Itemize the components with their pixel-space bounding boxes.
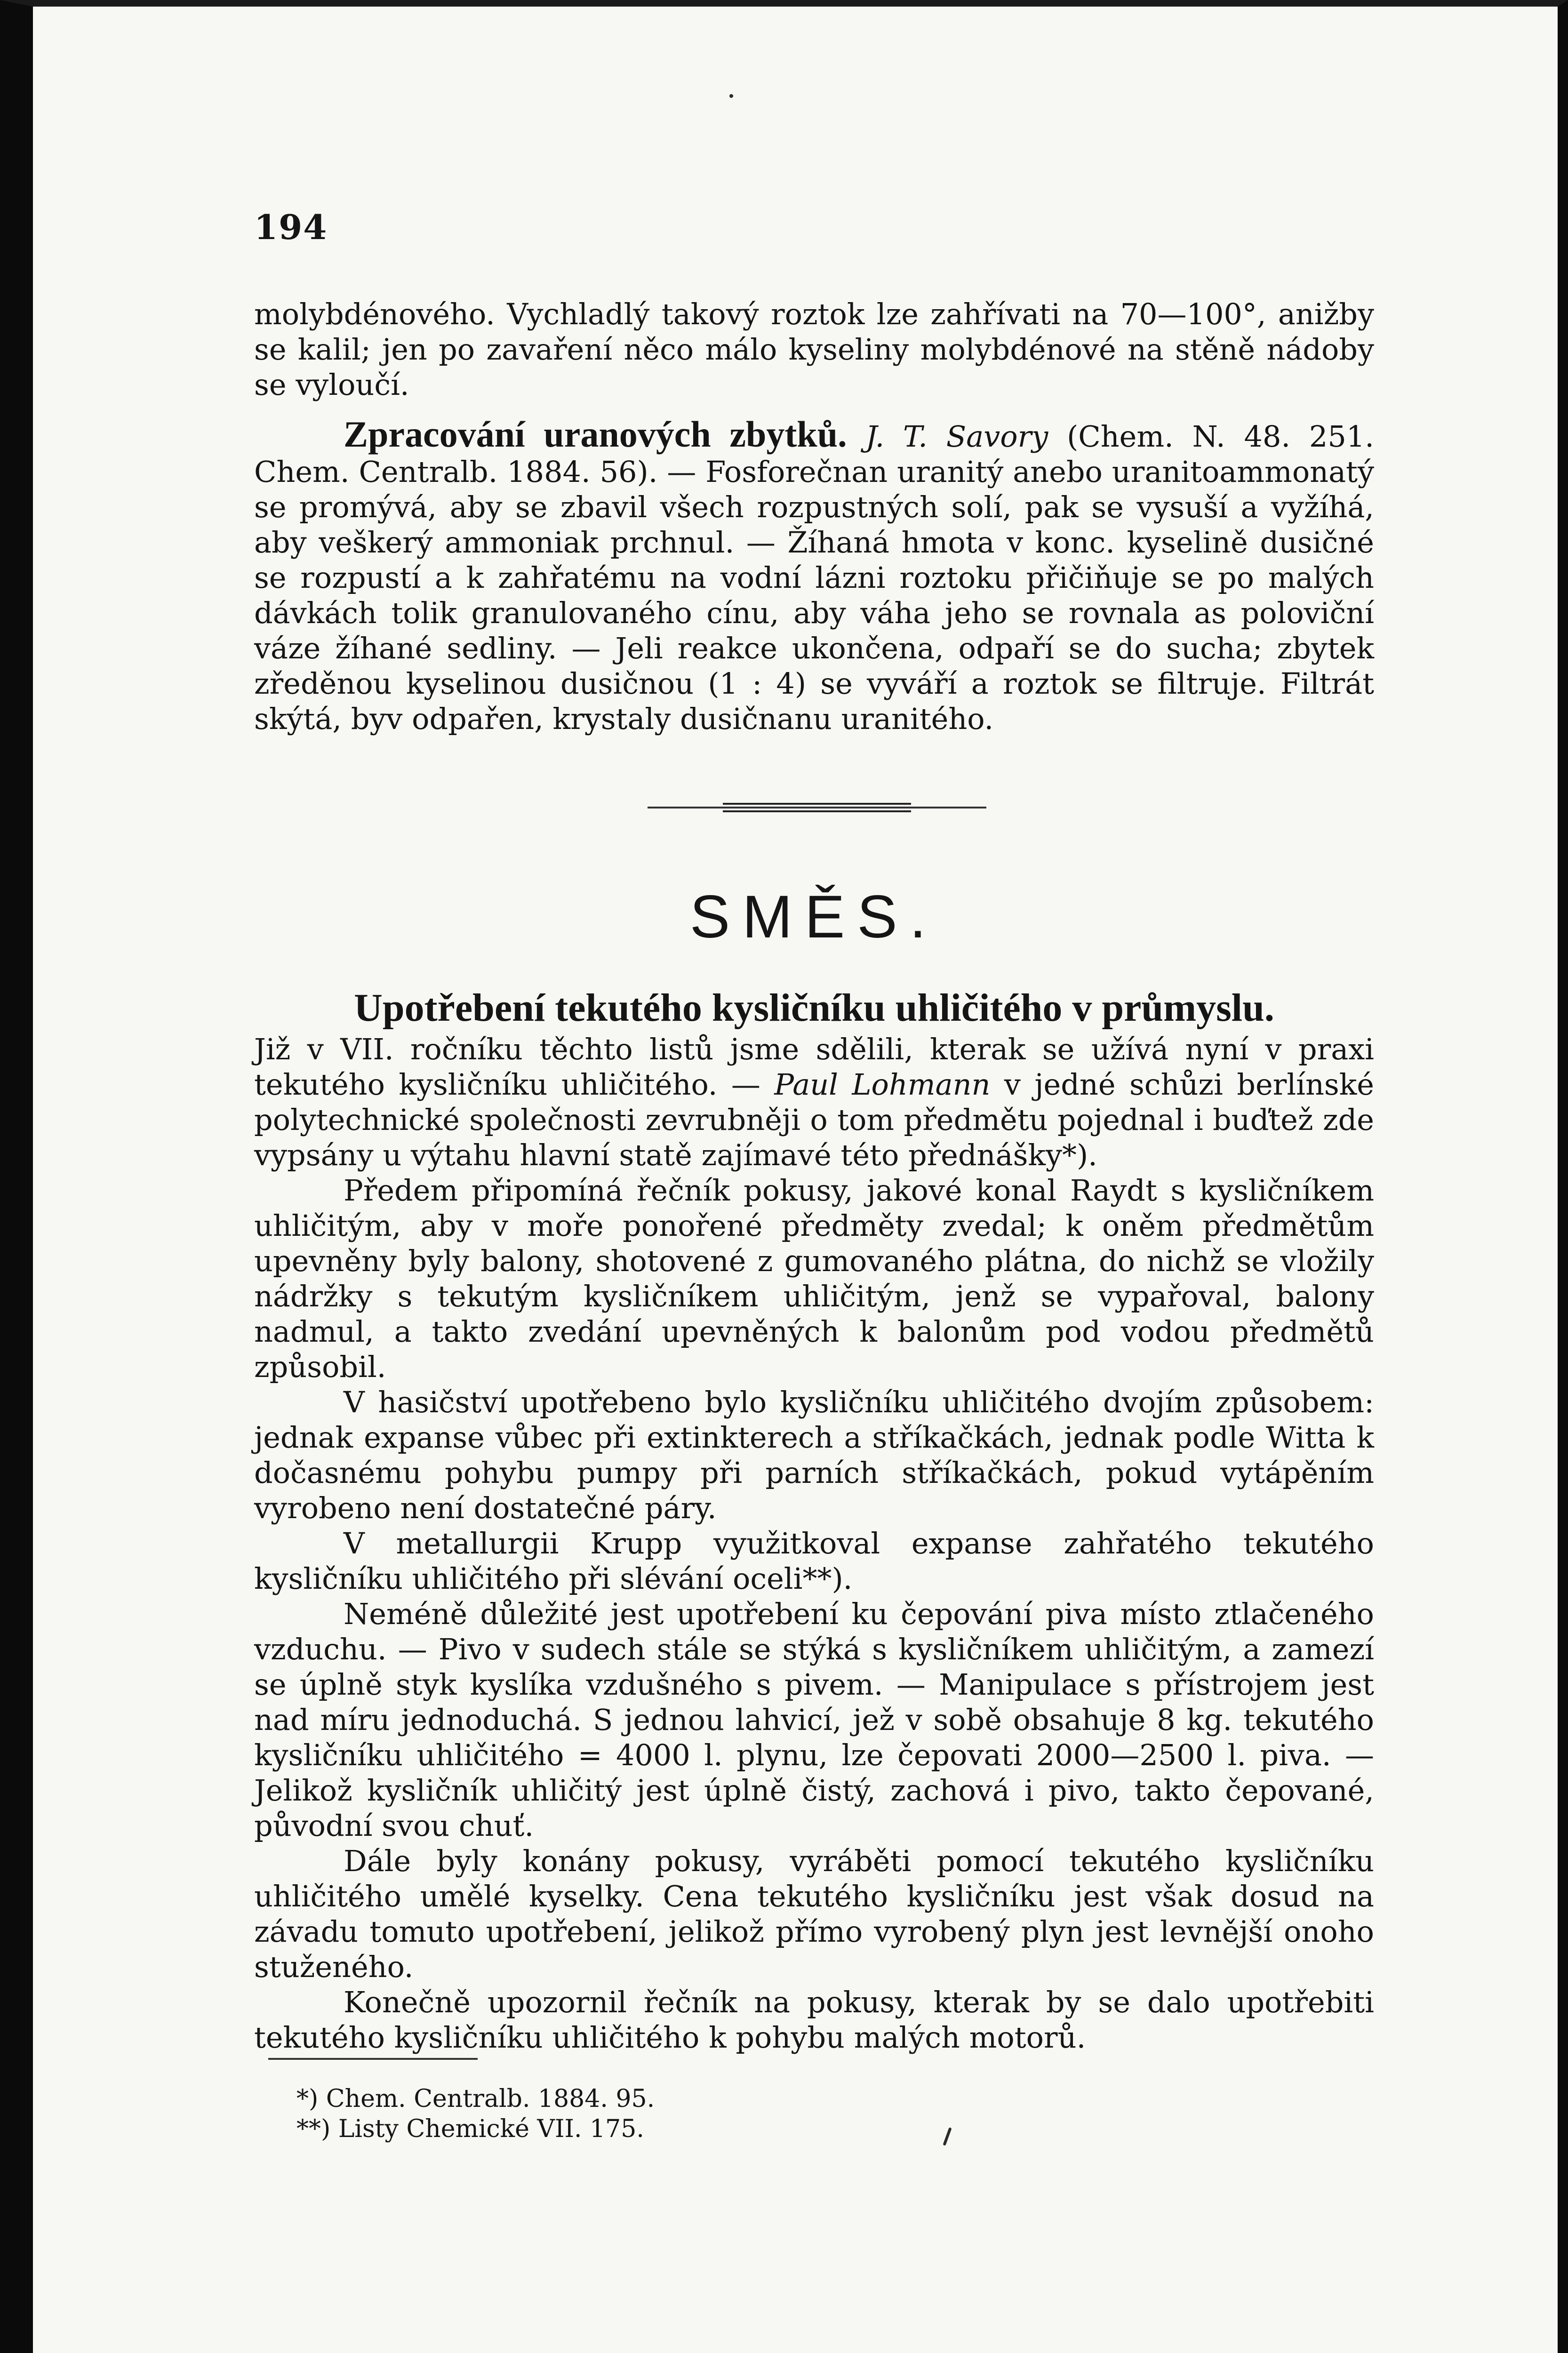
article-paragraph-3: V hasičství upotřebeno bylo kysličníku uhličitého dvojím způsobem: jednak expanse vůbec při extinkterech a stříkačkách, jednak podle Witta k dočasnému pohybu pumpy při parních stříkačkách, pokud vytápěním vyrobeno není dostatečné páry. (254, 1385, 1374, 1525)
separator-line (648, 807, 986, 808)
intro-paragraph: molybdénového. Vychladlý takový roztok lze zahřívati na 70—100°, anižby se kalil; jen po zavaření něco málo kyseliny molybdénové na stěně nádoby se vyloučí. (254, 297, 1374, 402)
article-paragraph-2: Předem připomíná řečník pokusy, jakové konal Raydt s kysličníkem uhličitým, aby v moře ponořené předměty zvedal; k oněm předmětům upevněny byly balony, shotovené z gumovaného plátna, do nichž se vložily nádržky s tekutým kysličníkem uhličitým, jenž se vypařoval, balony nadmul, a takto zvedání upevněných k balonům pod vodou předmětů způsobil. (254, 1173, 1374, 1384)
article-paragraph-4: V metallurgii Krupp využitkoval expanse zahřatého tekutého kysličníku uhličitého při slévání oceli**). (254, 1526, 1374, 1596)
footnotes (296, 2084, 655, 2144)
article (254, 984, 1374, 2055)
separator-accent-top (723, 803, 911, 805)
ink-speck (729, 94, 733, 98)
p1-author: Paul Lohmann (774, 1067, 991, 1102)
footnote-2: **) Listy Chemické VII. 175. (296, 2115, 644, 2143)
intro-paragraph-block (254, 296, 1374, 402)
article-paragraph-6: Dále byly konány pokusy, vyráběti pomocí tekutého kysličníku uhličitého umělé kyselky. Cena tekutého kysličníku jest však dosud na závadu tomuto upotřebení, jelikož přímo vyrobený plyn jest levnější onoho stuženého. (254, 1844, 1374, 1984)
page-number: 194 (254, 207, 328, 247)
ink-mark (943, 2127, 952, 2146)
article-title: Upotřebení tekutého kysličníku uhličitého v průmyslu. (354, 986, 1274, 1030)
footnote-rule (268, 2058, 478, 2060)
uranium-heading: Zpracování uranových zbytků. (344, 414, 847, 455)
separator-accent-bottom (723, 810, 911, 812)
footnote-1: *) Chem. Centralb. 1884. 95. (296, 2085, 655, 2113)
article-paragraph-1 (254, 1032, 1374, 1173)
section-title: SMĚS. (689, 883, 939, 951)
uranium-author: J. T. Savory (865, 419, 1048, 454)
p1-text-b: v jedné schůzi berlínské polytechnické společnosti zevrubněji o tom předmětu pojednal i buďtež zde vypsány u výtahu hlavní statě zajímavé této přednášky*). (254, 1067, 1374, 1172)
document-page (254, 0, 1374, 2353)
article-paragraph-7: Konečně upozornil řečník na pokusy, kterak by se dalo upotřebiti tekutého kysličníku uhličitého k pohybu malých motorů. (254, 1985, 1374, 2055)
article-paragraph-5: Neméně důležité jest upotřebení ku čepování piva místo ztlačeného vzduchu. — Pivo v sudech stále se stýká s kysličníkem uhličitým, a zamezí se úplně styk kyslíka vzdušného s pivem. — Manipulace s přístrojem jest nad míru jednoduchá. S jednou lahvicí, jež v sobě obsahuje 8 kg. tekutého kysličníku uhličitého = 4000 l. plynu, lze čepovati 2000—2500 l. piva. — Jelikož kysličník uhličitý jest úplně čistý, zachová i pivo, takto čepované, původní svou chuť. (254, 1597, 1374, 1843)
uranium-paragraph (254, 416, 1374, 736)
uranium-text: (Chem. N. 48. 251. Chem. Centralb. 1884. 56). — Fosforečnan uranitý anebo uranitoammonatý se promývá, aby se zbavil všech rozpustných solí, pak se vysuší a vyžíhá, aby veškerý ammoniak prchnul. — Žíhaná hmota v konc. kyselině dusičné se rozpustí a k zahřatému na vodní lázni roztoku přičiňuje se po malých dávkách tolik granulovaného cínu, aby váha jeho se rovnala as poloviční váze žíhané sedliny. — Jeli reakce ukončena, odpaří se do sucha; zbytek zředěnou kyselinou dusičnou (1 : 4) se vyváří a roztok se filtruje. Filtrát skýtá, byv odpařen, krystaly dusičnanu uranitého. (254, 419, 1374, 736)
section-separator (648, 801, 986, 815)
section-uranium (254, 416, 1374, 736)
p1-text-a: Již v VII. ročníku těchto listů jsme sdělili, kterak se užívá nyní v praxi tekutého kysličníku uhličitého. — (254, 1032, 1374, 1102)
